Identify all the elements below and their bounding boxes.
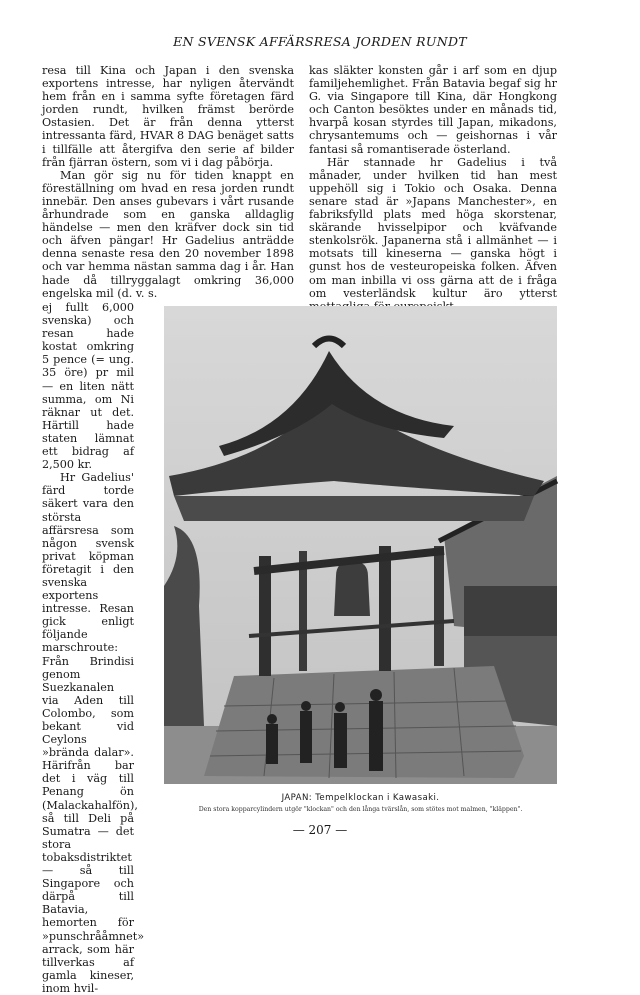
paragraph: kas släkter konsten går i arf som en djup familjehemlighet. Från Batavia begaf sig hr G. via Singapore till Kina, där Hongkong och Canton besöktes under en månads tid, hvarpå kosan styrdes till Japan, mikadons, chrysantemums och — geishornas i vår fantasi så romantiserade österland. (309, 64, 557, 156)
paragraph: Hr Gadelius' färd torde säkert vara den största affärsresa som någon svensk privat köpman företagit i den svenska exportens intresse. Resan gick enligt följande marschroute: Från Brindisi genom Suezkanalen via Aden till Colombo, som bekant vid Ceylons »brända dalar». Härifrån bar det i väg till Penang ön (Malackahalfön), så till Deli på Sumatra — det stora tobaksdistriktet — så till Singapore och därpå till Batavia, hemorten för »punschrååmnet» arrack, som här tillverkas af gamla kineser, inom hvil- (42, 471, 145, 995)
caption-subtitle: Den stora kopparcylindern utgör "klockan" och den långa tvärslån, som stötes mot malmen, "kläppen". (198, 806, 523, 813)
left-column-top (42, 64, 294, 314)
caption-title: JAPAN: Tempelklockan i Kawasaki. (281, 793, 440, 803)
photo-caption (164, 793, 557, 813)
right-column-top (309, 64, 557, 302)
running-header: EN SVENSK AFFÄRSRESA JORDEN RUNDT (173, 34, 467, 49)
paragraph: Här stannade hr Gadelius i två månader, under hvilken tid han mest uppehöll sig i Tokio och Osaka. Denna senare stad är »Japans Manchester», en fabriksfylld plats med höga skorstenar, skärande hvisselpipor och kväfvande stenkolsrök. Japanerna stå i allmänhet — i motsats till kineserna — ganska högt i gunst hos de vesteuropeiska folken. Äfven om man inbilla vi oss gärna att de i fråga om vesterländsk kultur äro ytterst (309, 155, 557, 300)
paragraph: Man gör sig nu för tiden knappt en föreställning om hvad en resa jorden rundt innebär. Den anses gubevars i vårt rusande århundrade som en ganska alldaglig händelse — men den kräfver dock sin tid och äfven pängar! Hr Gadelius anträdde denna senaste resa den 20 november 1898 och var hemma nästan samma dag i år. Han hade då tillryggalagt omkring 36,000 engelska mil (d. v. s. (42, 168, 294, 300)
paragraph: ej fullt 6,000 svenska) och resan hade kostat omkring 5 pence (= ung. 35 öre) pr mil — en liten nätt summa, om Ni räknar ut det. Härtill hade staten lämnat ett bidrag af 2,500 kr. (42, 301, 134, 472)
left-column-narrow (42, 301, 145, 995)
paragraph: resa till Kina och Japan i den svenska exportens intresse, har nyligen återvändt hem från en i samma syfte företagen färd jorden rundt, hvilken främst berörde Ostasien. Det är från denna ytterst intressanta färd, HVAR 8 DAG benäget satts i tillfälle att återgifva den serie af bilder från fjärran östern, som vi i dag påbörja. (42, 64, 294, 169)
temple-bell-photo (164, 306, 557, 784)
page-number: — 207 — (292, 823, 348, 837)
